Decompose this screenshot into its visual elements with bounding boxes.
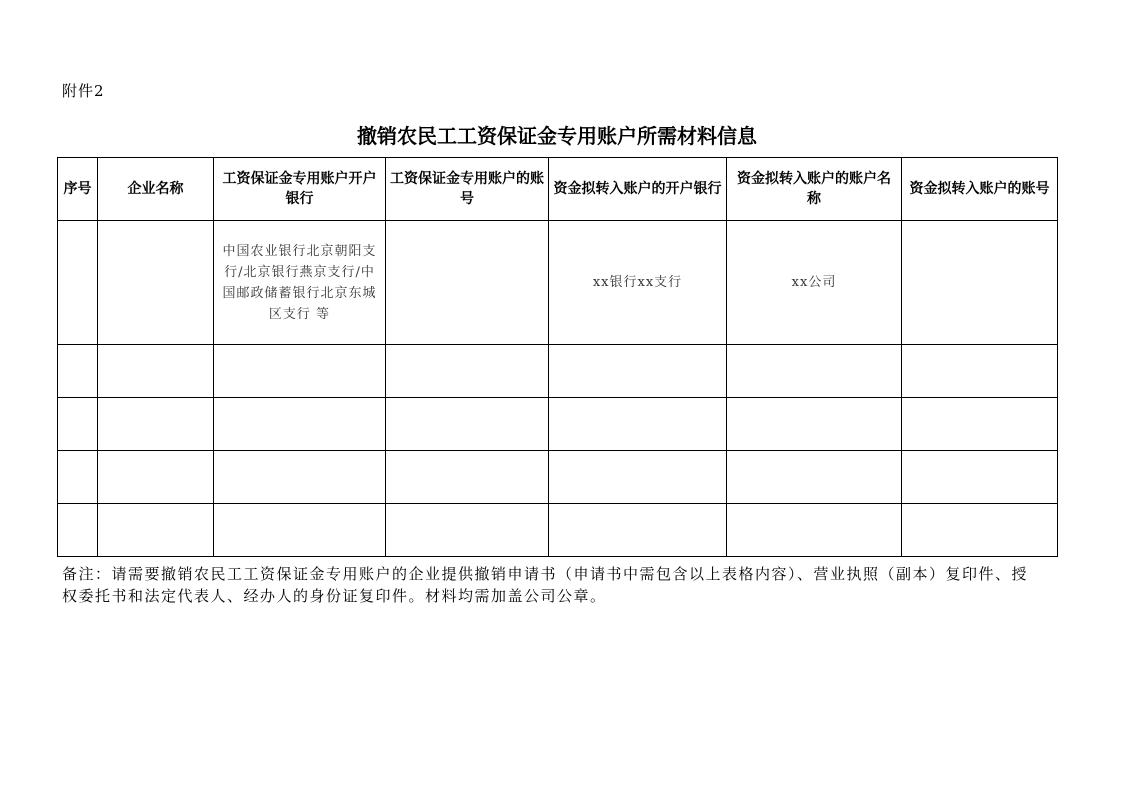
- cell-target-bank: xx银行xx支行: [549, 221, 727, 345]
- table-row: [58, 345, 1058, 398]
- cell-deposit-bank: [214, 504, 386, 557]
- header-company-name: 企业名称: [98, 158, 214, 221]
- cell-deposit-bank: [214, 451, 386, 504]
- cell-company-name: [98, 345, 214, 398]
- header-deposit-account-no: 工资保证金专用账户的账号: [386, 158, 549, 221]
- cell-deposit-account-no: [386, 451, 549, 504]
- cell-deposit-bank: 中国农业银行北京朝阳支行/北京银行燕京支行/中国邮政储蓄银行北京东城区支行 等: [214, 221, 386, 345]
- cell-serial-no: [58, 398, 98, 451]
- cell-target-bank: [549, 345, 727, 398]
- cell-target-account-name: [727, 504, 902, 557]
- cell-target-bank: [549, 504, 727, 557]
- cell-deposit-account-no: [386, 221, 549, 345]
- cell-deposit-account-no: [386, 398, 549, 451]
- header-deposit-bank: 工资保证金专用账户开户银行: [214, 158, 386, 221]
- remark-note: 备注：请需要撤销农民工工资保证金专用账户的企业提供撤销申请书（申请书中需包含以上表格内容）、营业执照（副本）复印件、授权委托书和法定代表人、经办人的身份证复印件。材料均需加盖公司公章。: [62, 565, 1029, 605]
- cell-target-bank: [549, 398, 727, 451]
- cell-target-bank: [549, 451, 727, 504]
- cell-target-account-name: [727, 451, 902, 504]
- table-row: [58, 451, 1058, 504]
- header-serial-no: 序号: [58, 158, 98, 221]
- cell-deposit-bank: [214, 398, 386, 451]
- cell-target-account-no: [902, 221, 1058, 345]
- attachment-label: 附件2: [62, 82, 105, 100]
- cell-serial-no: [58, 221, 98, 345]
- header-target-bank: 资金拟转入账户的开户银行: [549, 158, 727, 221]
- cell-company-name: [98, 504, 214, 557]
- materials-table: [57, 157, 1058, 557]
- cell-target-account-name: xx公司: [727, 221, 902, 345]
- cell-company-name: [98, 451, 214, 504]
- table-row: [58, 221, 1058, 345]
- cell-serial-no: [58, 451, 98, 504]
- header-target-account-no: 资金拟转入账户的账号: [902, 158, 1058, 221]
- cell-target-account-no: [902, 451, 1058, 504]
- table-row: [58, 398, 1058, 451]
- cell-serial-no: [58, 504, 98, 557]
- cell-deposit-account-no: [386, 345, 549, 398]
- cell-company-name: [98, 221, 214, 345]
- cell-deposit-account-no: [386, 504, 549, 557]
- table-row: [58, 504, 1058, 557]
- table-header-row: [58, 158, 1058, 221]
- document-title: 撤销农民工工资保证金专用账户所需材料信息: [357, 124, 757, 148]
- cell-target-account-no: [902, 398, 1058, 451]
- cell-deposit-bank: [214, 345, 386, 398]
- cell-target-account-name: [727, 398, 902, 451]
- cell-serial-no: [58, 345, 98, 398]
- cell-target-account-no: [902, 345, 1058, 398]
- header-target-account-name: 资金拟转入账户的账户名称: [727, 158, 902, 221]
- cell-company-name: [98, 398, 214, 451]
- cell-target-account-name: [727, 345, 902, 398]
- cell-target-account-no: [902, 504, 1058, 557]
